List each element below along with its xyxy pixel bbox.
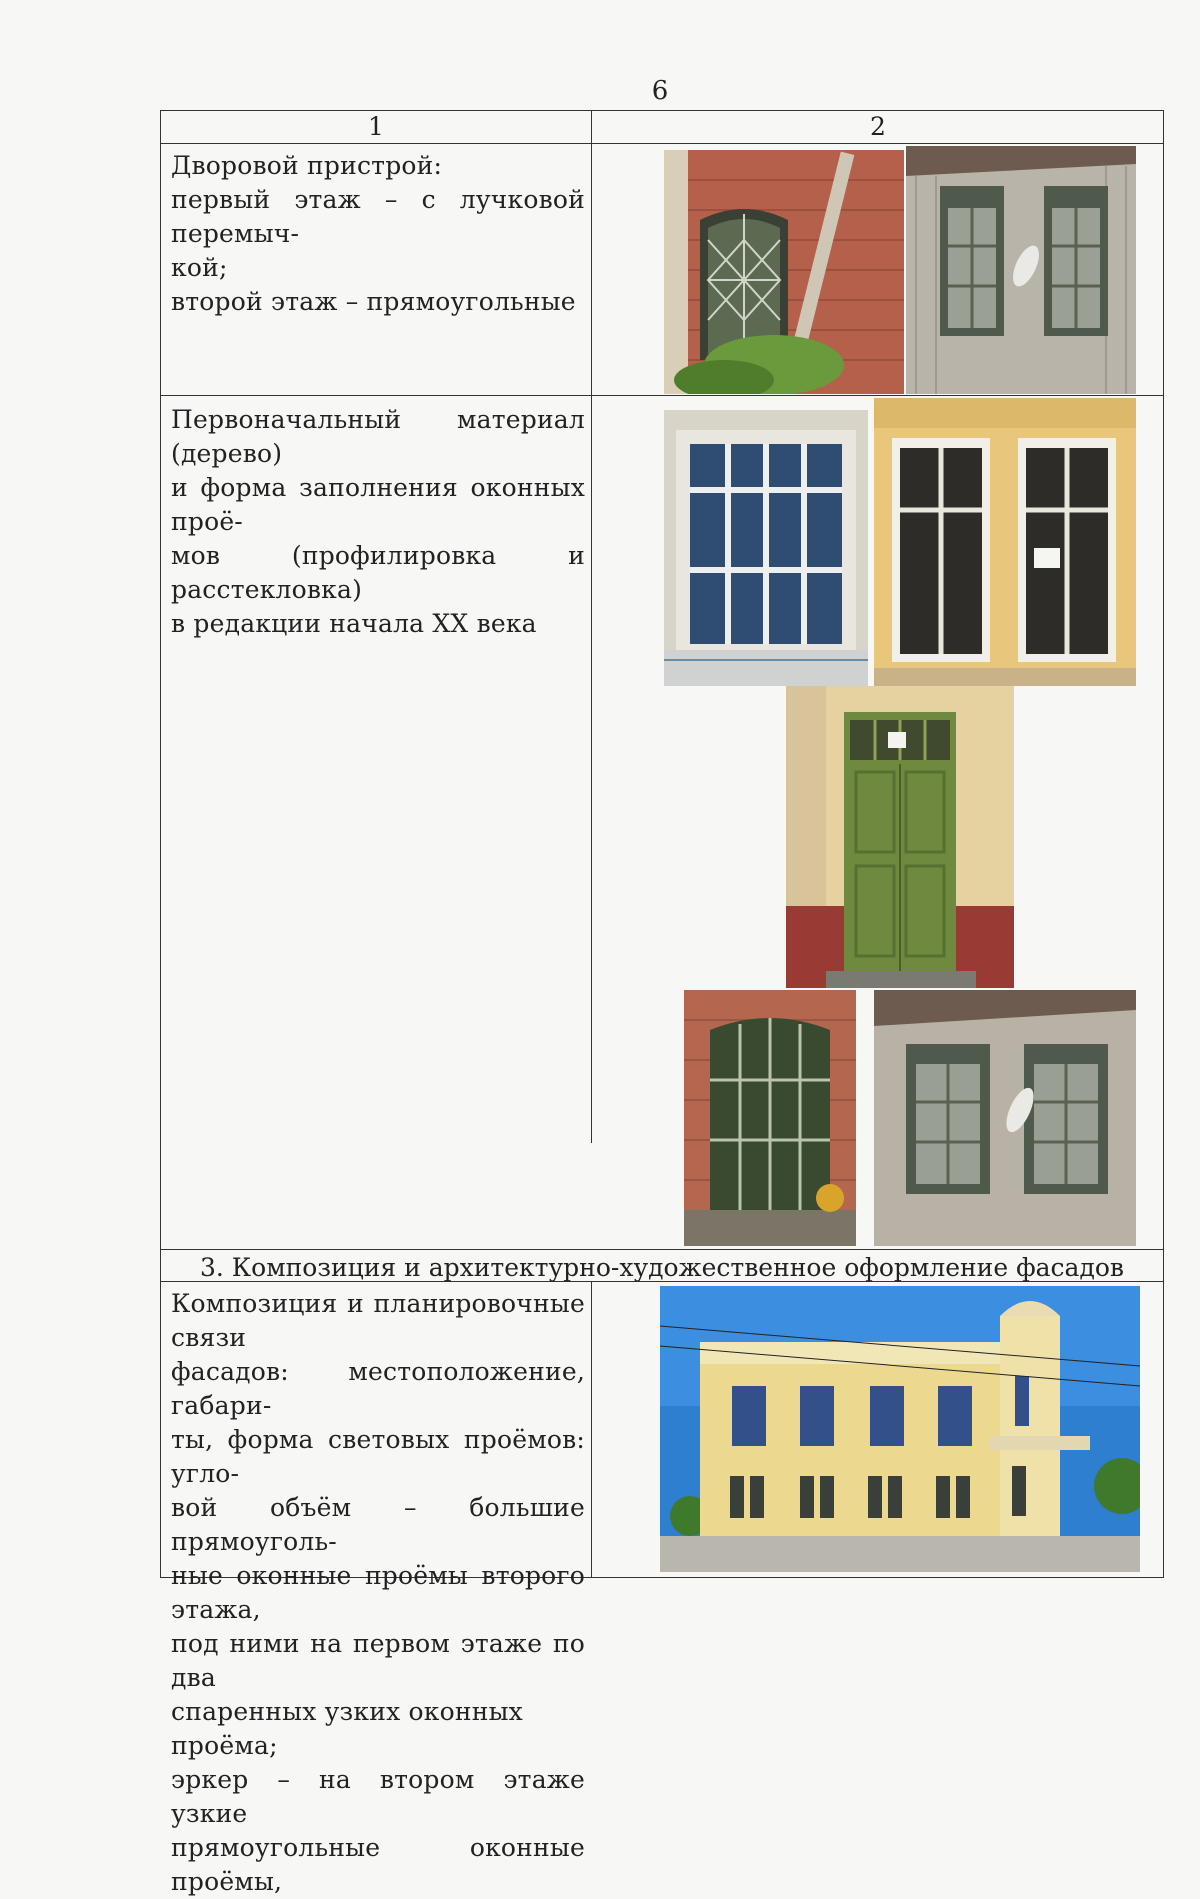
brick-arched-window-photo-2 <box>684 990 856 1246</box>
section-line: фасадов: местоположение, габари- <box>171 1357 585 1420</box>
row-1-line: кой; <box>171 253 228 282</box>
row-divider-1 <box>161 395 1163 396</box>
row-2-line: и форма заполнения оконных проё- <box>171 473 585 536</box>
green-wooden-door-photo <box>786 686 1014 988</box>
header-row-divider <box>161 143 1163 144</box>
section-line: ные оконные проёмы второго этажа, <box>171 1561 585 1624</box>
section-line: Композиция и планировочные связи <box>171 1289 585 1352</box>
white-frame-window-photo <box>664 410 868 686</box>
section-title: 3. Композиция и архитектурно-художественное оформление фасадов <box>200 1253 1124 1282</box>
building-facade-photo <box>660 1286 1140 1572</box>
section-line: вой объём – большие прямоуголь- <box>171 1493 585 1556</box>
column-2-header: 2 <box>870 112 886 141</box>
row-divider-2 <box>161 1249 1163 1250</box>
section-line: эркер – на втором этаже узкие <box>171 1765 585 1828</box>
page-number: 6 <box>651 76 669 106</box>
row-2-line: в редакции начала XX века <box>171 609 537 638</box>
column-1-header: 1 <box>368 112 384 141</box>
row-1-line: второй этаж – прямоугольные <box>171 287 576 316</box>
yellow-facade-windows-photo <box>874 398 1136 686</box>
row-1-line: Дворовой пристрой: <box>171 151 443 180</box>
row-2-description <box>171 403 585 641</box>
wooden-facade-windows-photo <box>906 146 1136 394</box>
section-line: под ними на первом этаже по два <box>171 1629 585 1692</box>
wooden-facade-windows-photo-2 <box>874 990 1136 1246</box>
row-2-line: Первоначальный материал (дерево) <box>171 405 585 468</box>
row-1-description <box>171 149 585 319</box>
section-line: ты, форма световых проёмов: угло- <box>171 1425 585 1488</box>
column-divider-bottom <box>591 1281 592 1577</box>
section-line: прямоугольные оконные проёмы, <box>171 1833 585 1896</box>
row-2-line: мов (профилировка и расстекловка) <box>171 541 585 604</box>
brick-arched-window-photo <box>664 150 904 394</box>
section-row-description <box>171 1287 585 1899</box>
section-line: спаренных узких оконных проёма; <box>171 1697 523 1760</box>
column-divider <box>591 111 592 1143</box>
row-1-line: первый этаж – с лучковой перемыч- <box>171 185 585 248</box>
